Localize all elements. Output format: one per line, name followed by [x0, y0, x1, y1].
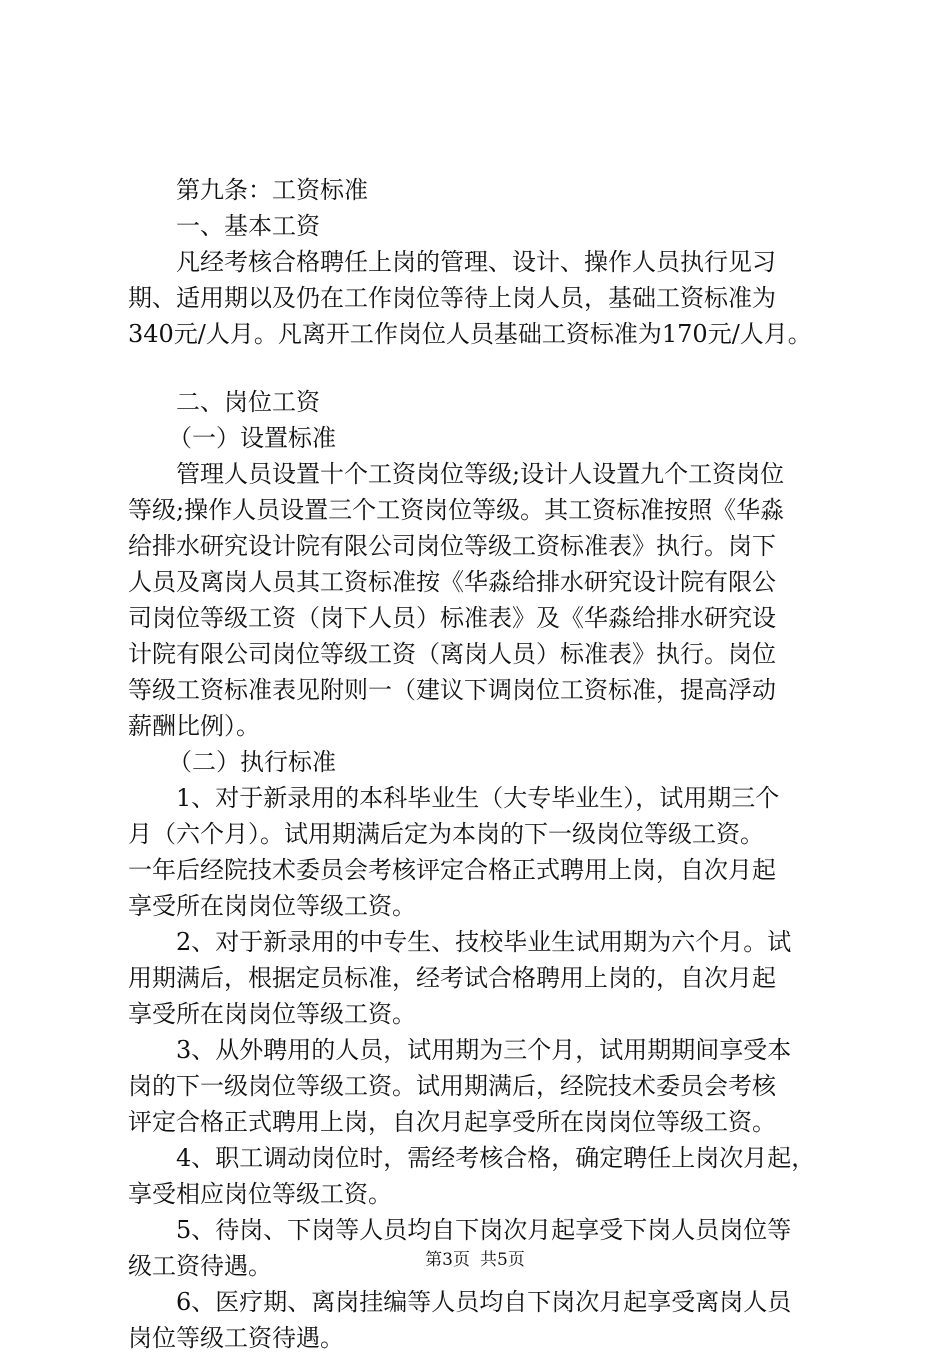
list-item-line: 岗的下一级岗位等级工资。试用期满后，经院技术委员会考核 — [128, 1072, 776, 1100]
paragraph-line: 340元/人月。凡离开工作岗位人员基础工资标准为170元/人月。 — [128, 320, 812, 348]
list-item-line: 享受所在岗岗位等级工资。 — [128, 1000, 416, 1028]
list-item-line: 享受所在岗岗位等级工资。 — [128, 892, 416, 920]
list-item-line: 一年后经院技术委员会考核评定合格正式聘用上岗，自次月起 — [128, 856, 776, 884]
paragraph-line: 司岗位等级工资（岗下人员）标准表》及《华淼给排水研究设 — [128, 604, 776, 632]
list-item-line: 岗位等级工资待遇。 — [128, 1324, 344, 1352]
paragraph-line: 管理人员设置十个工资岗位等级;设计人设置九个工资岗位 — [176, 460, 785, 488]
subsection-title-execution-standard: （二）执行标准 — [168, 748, 336, 776]
paragraph-line: 计院有限公司岗位等级工资（离岗人员）标准表》执行。岗位 — [128, 640, 776, 668]
list-item-line: 4、职工调动岗位时，需经考核合格，确定聘任上岗次月起， — [176, 1144, 816, 1172]
list-item-line: 享受相应岗位等级工资。 — [128, 1180, 392, 1208]
page-number: 第3页 — [425, 1250, 470, 1270]
list-item-line: 6、医疗期、离岗挂编等人员均自下岗次月起享受离岗人员 — [176, 1288, 792, 1316]
subsection-title-setting-standard: （一）设置标准 — [168, 424, 336, 452]
paragraph-line: 给排水研究设计院有限公司岗位等级工资标准表》执行。岗下 — [128, 532, 776, 560]
list-item-line: 5、待岗、下岗等人员均自下岗次月起享受下岗人员岗位等 — [176, 1216, 792, 1244]
list-item-line: 评定合格正式聘用上岗，自次月起享受所在岗岗位等级工资。 — [128, 1108, 776, 1136]
section-title-position-salary: 二、岗位工资 — [176, 388, 320, 416]
list-item-line: 3、从外聘用的人员，试用期为三个月，试用期期间享受本 — [176, 1036, 792, 1064]
paragraph-line: 薪酬比例）。 — [128, 712, 260, 740]
paragraph-line: 等级;操作人员设置三个工资岗位等级。其工资标准按照《华淼 — [128, 496, 785, 524]
list-item-line: 月（六个月）。试用期满后定为本岗的下一级岗位等级工资。 — [128, 820, 764, 848]
paragraph-gap — [128, 352, 848, 384]
paragraph-line: 凡经考核合格聘任上岗的管理、设计、操作人员执行见习 — [176, 248, 776, 276]
document-body — [128, 172, 848, 1356]
paragraph-line: 人员及离岗人员其工资标准按《华淼给排水研究设计院有限公 — [128, 568, 776, 596]
list-item-line: 级工资待遇。 — [128, 1252, 272, 1280]
paragraph-line: 期、适用期以及仍在工作岗位等待上岗人员，基础工资标准为 — [128, 284, 776, 312]
page-total: 共5页 — [480, 1250, 525, 1270]
article-heading: 第九条：工资标准 — [176, 176, 368, 204]
paragraph-line: 等级工资标准表见附则一（建议下调岗位工资标准，提高浮动 — [128, 676, 776, 704]
section-title-basic-salary: 一、基本工资 — [176, 212, 320, 240]
page-footer — [0, 1245, 950, 1270]
list-item-line: 1、对于新录用的本科毕业生（大专毕业生），试用期三个 — [176, 784, 780, 812]
list-item-line: 2、对于新录用的中专生、技校毕业生试用期为六个月。试 — [176, 928, 792, 956]
list-item-line: 用期满后，根据定员标准，经考试合格聘用上岗的，自次月起 — [128, 964, 776, 992]
